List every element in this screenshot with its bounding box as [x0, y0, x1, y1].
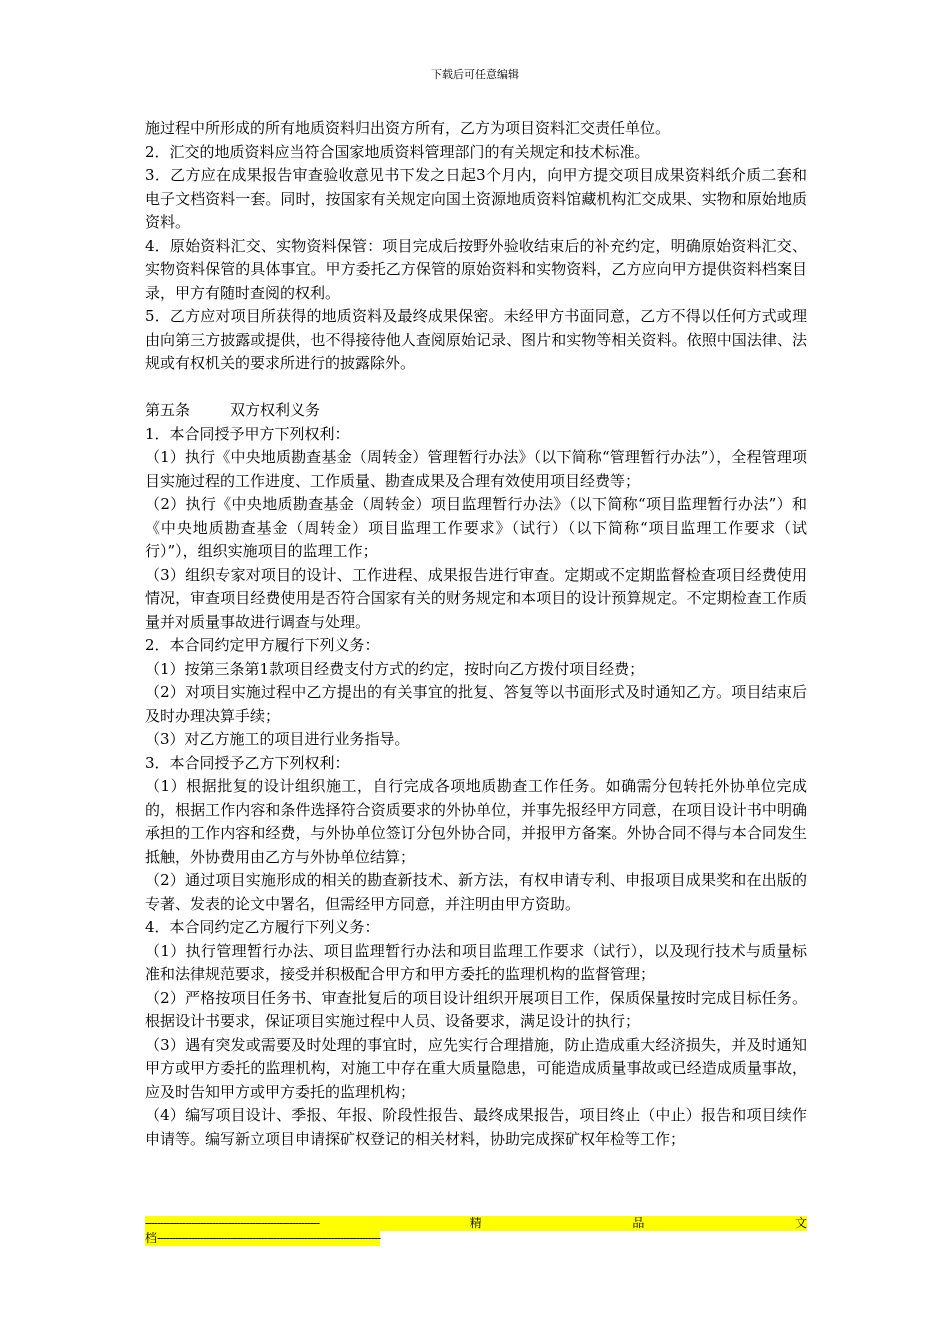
paragraph: （3）遇有突发或需要及时处理的事宜时，应先实行合理措施，防止造成重大经济损失，并及时通知甲方或甲方委托的监理机构，对施工中存在重大质量隐患，可能造成质量事故或已经造成质量事故，应及时告知甲方或甲方委托的监理机构；	[145, 1035, 807, 1101]
paragraph: 4．原始资料汇交、实物资料保管：项目完成后按野外验收结束后的补充约定，明确原始资料汇交、实物资料保管的具体事宜。甲方委托乙方保管的原始资料和实物资料，乙方应向甲方提供资料档案目录，甲方有随时查阅的权利。	[145, 236, 807, 302]
paragraph: （2）通过项目实施形成的相关的勘查新技术、新方法，有权申请专利、申报项目成果奖和在出版的专著、发表的论文中署名，但需经甲方同意，并注明由甲方资助。	[145, 871, 807, 913]
article-heading	[145, 399, 807, 423]
footer-dashes: ---------------------------------------------------------	[145, 1216, 320, 1230]
paragraph: （3）组织专家对项目的设计、工作进程、成果报告进行审查。定期或不定期监督检查项目经费使用情况，审查项目经费使用是否符合国家有关的财务规定和本项目的设计预算规定。不定期检查工作质量并对质量事故进行调查与处理。	[145, 565, 807, 631]
paragraph: （1）按第三条第1款项目经费支付方式的约定，按时向乙方拨付项目经费；	[145, 659, 645, 678]
paragraph: （2）对项目实施过程中乙方提出的有关事宜的批复、答复等以书面形式及时通知乙方。项目结束后及时办理决算手续；	[145, 683, 807, 725]
paragraph: （4）编写项目设计、季报、年报、阶段性报告、最终成果报告，项目终止（中止）报告和项目续作申请等。编写新立项目申请探矿权登记的相关材料，协助完成探矿权年检等工作；	[145, 1106, 807, 1148]
paragraph: （2）执行《中央地质勘查基金（周转金）项目监理暂行办法》（以下简称“项目监理暂行办法”）和《中央地质勘查基金（周转金）项目监理工作要求》（试行）（以下简称“项目监理工作要求（试行）”），组织实施项目的监理工作；	[145, 495, 807, 560]
paragraph: （1）执行《中央地质勘查基金（周转金）管理暂行办法》（以下简称“管理暂行办法”），全程管理项目实施过程的工作进度、工作质量、勘查成果及合理有效使用项目经费等；	[145, 448, 807, 490]
footer-line-2	[145, 1231, 380, 1246]
article-title: 双方权利义务	[230, 401, 321, 419]
blank-line	[145, 376, 807, 400]
paragraph: 施过程中所形成的所有地质资料归出资方所有，乙方为项目资料汇交责任单位。	[145, 119, 671, 137]
footer-char: 品	[632, 1216, 645, 1230]
article-number: 第五条	[145, 401, 191, 419]
footer-line-1	[145, 1216, 807, 1231]
paragraph: （3）对乙方施工的项目进行业务指导。	[145, 730, 410, 748]
footer-char: 档	[145, 1231, 158, 1245]
page-header: 下载后可任意编辑	[431, 68, 519, 81]
paragraph: （1）根据批复的设计组织施工，自行完成各项地质勘查工作任务。如确需分包转托外协单位完成的，根据工作内容和条件选择符合资质要求的外协单位，并事先报经甲方同意，在项目设计书中明确承担的工作内容和经费，与外协单位签订分包外协合同，并报甲方备案。外协合同不得与本合同发生抵触，外协费用由乙方与外协单位结算；	[145, 777, 807, 866]
document-body	[145, 117, 807, 1151]
paragraph: 5．乙方应对项目所获得的地质资料及最终成果保密。未经甲方书面同意，乙方不得以任何方式或理由向第三方披露或提供，也不得接待他人查阅原始记录、图片和实物等相关资料。依照中国法律、法规或有权机关的要求所进行的披露除外。	[145, 307, 807, 372]
footer-dashes: -------------------------------------------------------------------------	[157, 1231, 381, 1245]
clause-heading: 4．本合同约定乙方履行下列义务：	[145, 918, 380, 936]
footer-char: 精	[469, 1216, 482, 1230]
clause-heading: 3．本合同授予乙方下列权利：	[145, 753, 350, 772]
paragraph: （1）执行管理暂行办法、项目监理暂行办法和项目监理工作要求（试行），以及现行技术与质量标准和法律规范要求，接受并积极配合甲方和甲方委托的监理机构的监督管理；	[145, 941, 807, 983]
clause-heading: 1．本合同授予甲方下列权利：	[145, 424, 350, 443]
paragraph: 3．乙方应在成果报告审查验收意见书下发之日起3个月内，向甲方提交项目成果资料纸介质二套和电子文档资料一套。同时，按国家有关规定向国土资源地质资料馆藏机构汇交成果、实物和原始地质资料。	[145, 166, 807, 231]
paragraph: （2）严格按项目任务书、审查批复后的项目设计组织开展项目工作，保质保量按时完成目标任务。根据设计书要求，保证项目实施过程中人员、设备要求，满足设计的执行；	[145, 988, 807, 1030]
footer-char: 文	[794, 1216, 807, 1230]
paragraph: 2．汇交的地质资料应当符合国家地质资料管理部门的有关规定和技术标准。	[145, 142, 650, 161]
footer-watermark	[145, 1216, 807, 1246]
clause-heading: 2．本合同约定甲方履行下列义务：	[145, 636, 380, 654]
